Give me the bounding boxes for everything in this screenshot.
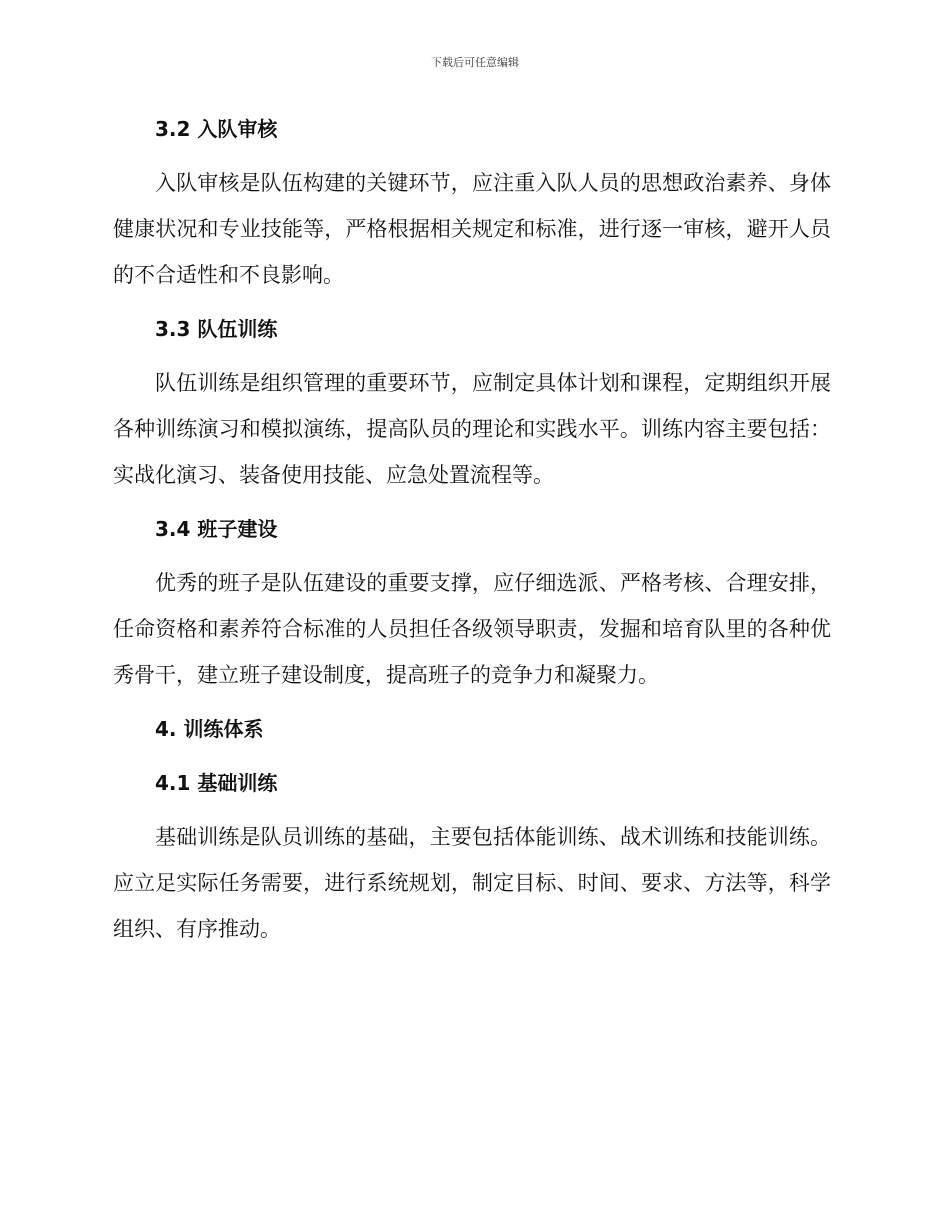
document-body (113, 110, 831, 952)
section-heading-3-2: 3.2 入队审核 (155, 117, 278, 141)
section-heading-3-3: 3.3 队伍训练 (155, 317, 278, 341)
section-heading-4: 4. 训练体系 (155, 717, 264, 741)
section-paragraph-3-2: 入队审核是队伍构建的关键环节，应注重入队人员的思想政治素养、身体健康状况和专业技能等，严格根据相关规定和标准，进行逐一审核，避开人员的不合适性和不良影响。 (113, 171, 831, 287)
section-paragraph-3-3: 队伍训练是组织管理的重要环节，应制定具体计划和课程，定期组织开展各种训练演习和模拟演练，提高队员的理论和实践水平。训练内容主要包括：实战化演习、装备使用技能、应急处置流程等。 (113, 371, 831, 487)
section-paragraph-3-4: 优秀的班子是队伍建设的重要支撑，应仔细选派、严格考核、合理安排，任命资格和素养符合标准的人员担任各级领导职责，发掘和培育队里的各种优秀骨干，建立班子建设制度，提高班子的竞争力和凝聚力。 (113, 571, 831, 687)
page-header: 下载后可任意编辑 (431, 56, 519, 69)
section-heading-4-1: 4.1 基础训练 (155, 771, 278, 795)
section-paragraph-4-1: 基础训练是队员训练的基础，主要包括体能训练、战术训练和技能训练。应立足实际任务需要，进行系统规划，制定目标、时间、要求、方法等，科学组织、有序推动。 (113, 825, 831, 941)
section-heading-3-4: 3.4 班子建设 (155, 517, 278, 541)
